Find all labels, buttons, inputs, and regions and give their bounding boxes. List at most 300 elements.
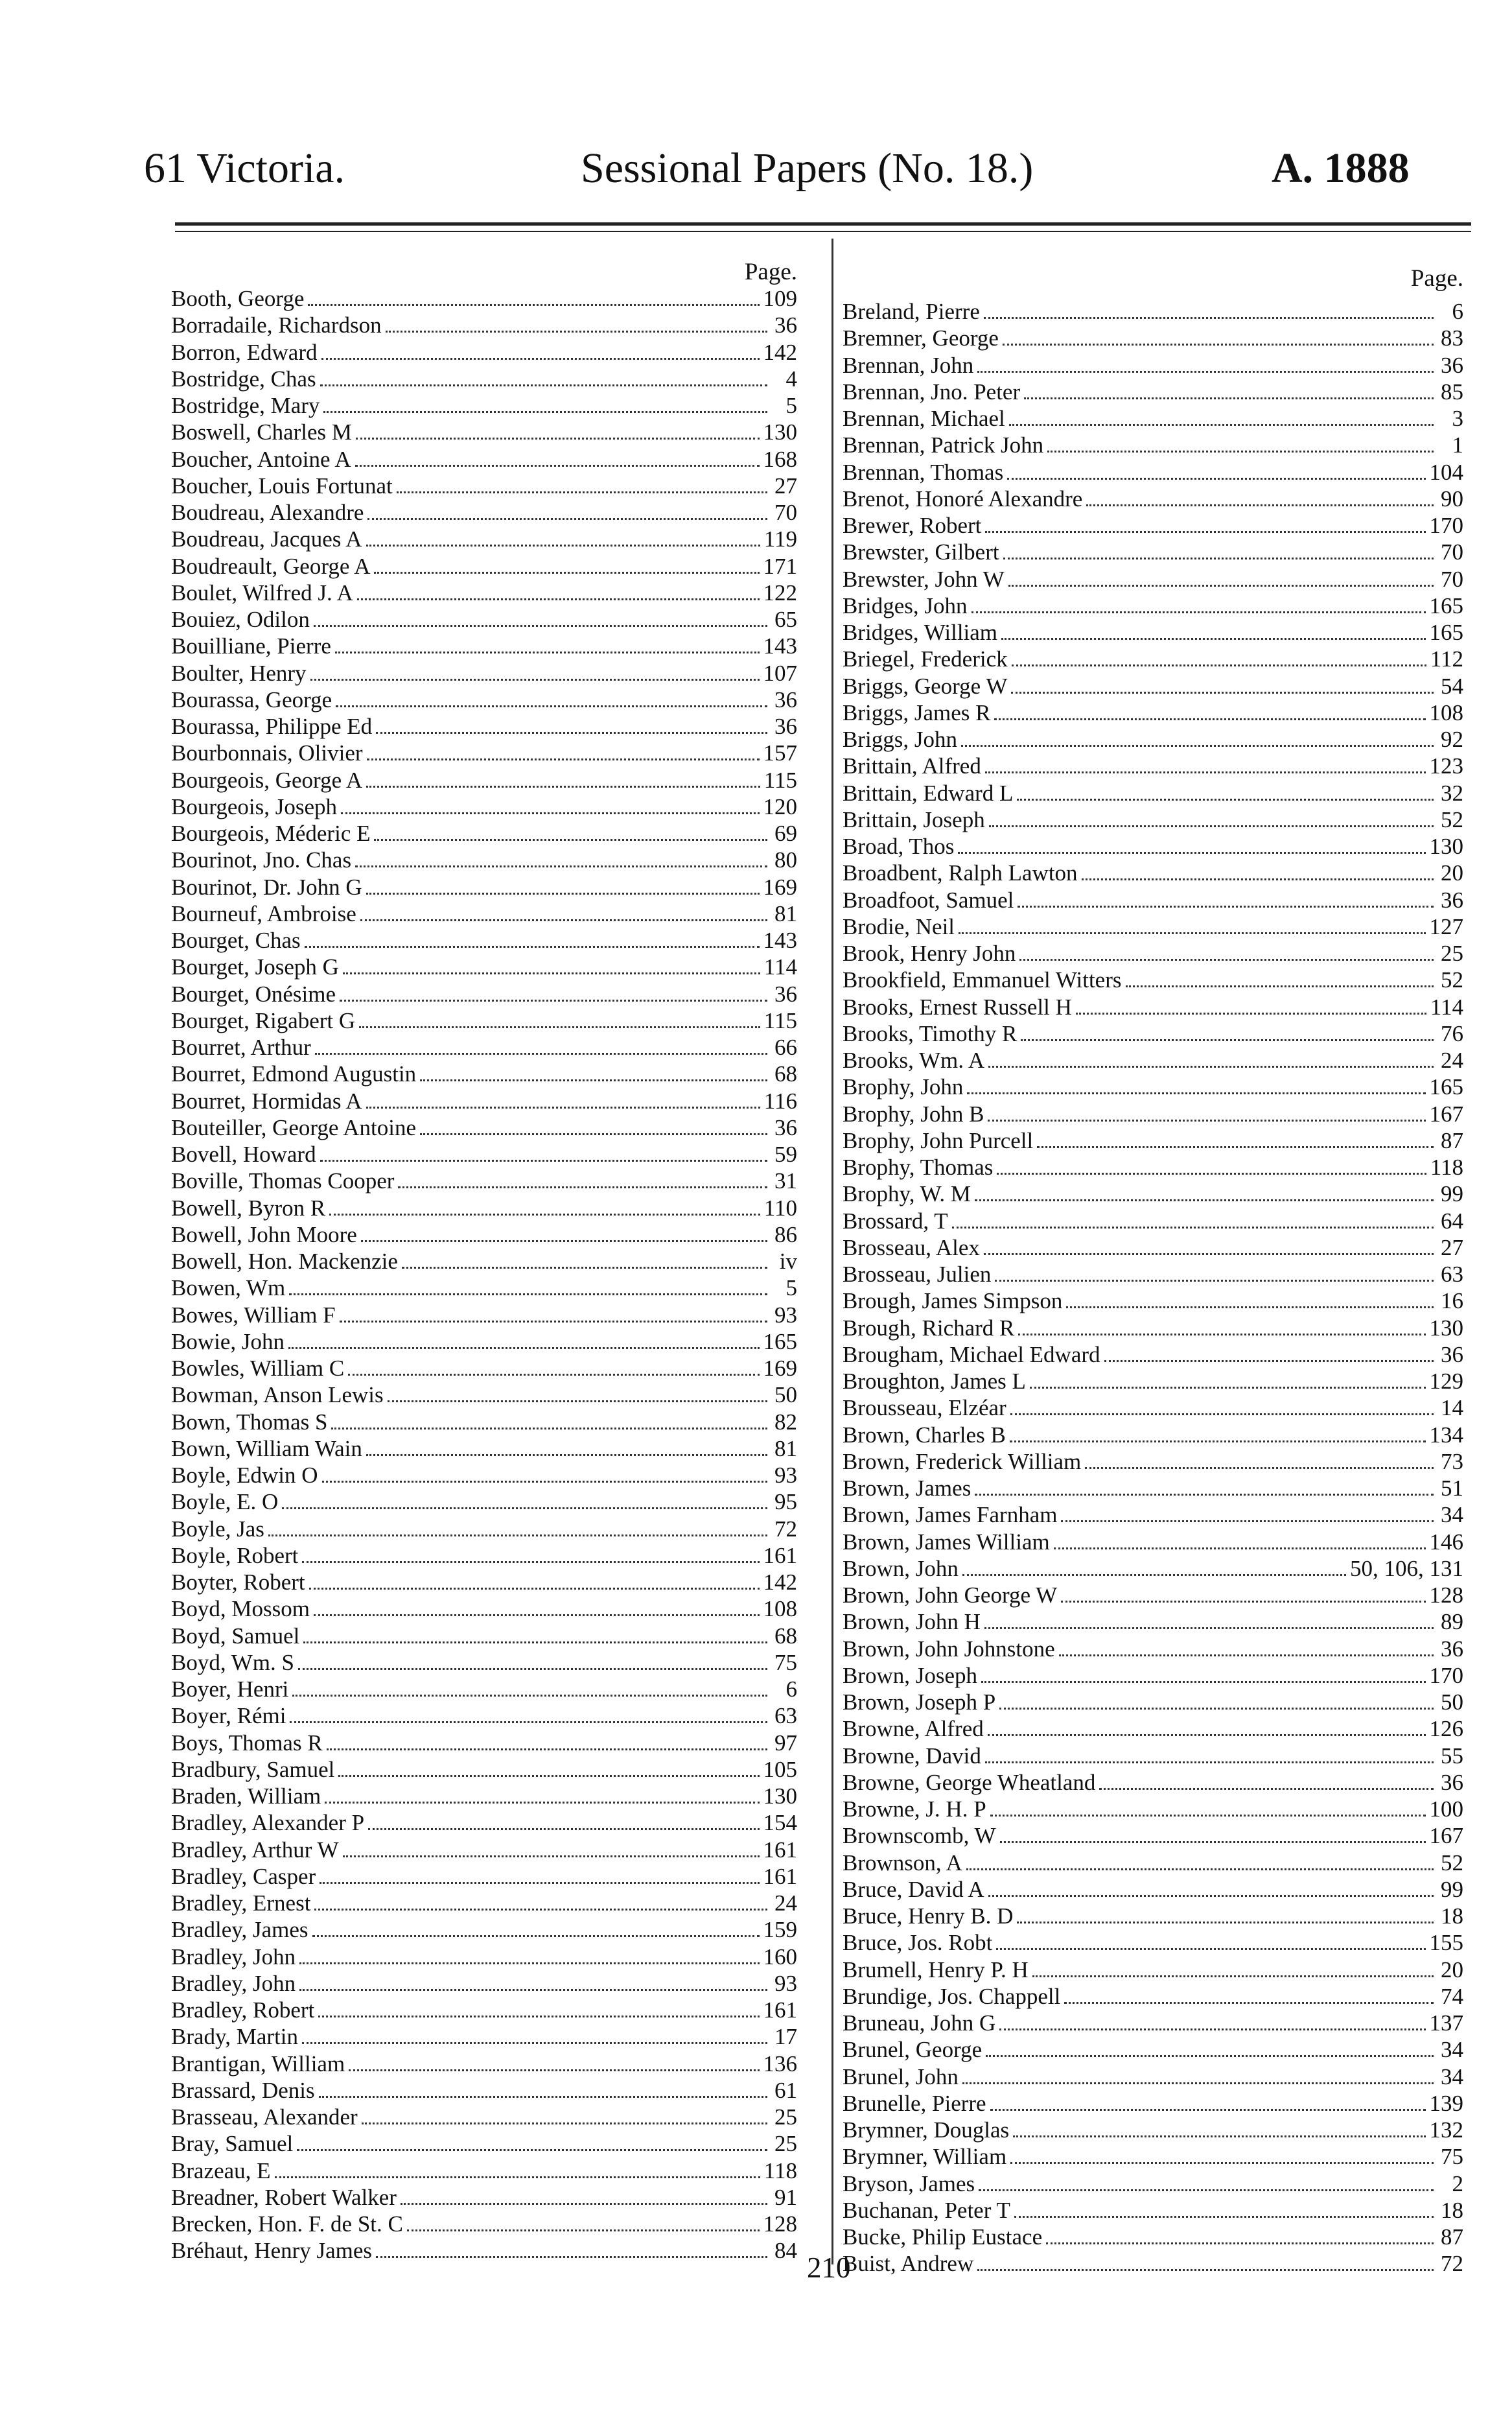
entry-name: Borron, Edward <box>171 339 318 365</box>
entry-name: Brewer, Robert <box>843 513 982 538</box>
entry-name: Briegel, Frederick <box>843 646 1008 672</box>
index-entry <box>171 1623 797 1649</box>
dot-leader <box>320 1160 767 1162</box>
dot-leader <box>986 2055 1434 2057</box>
index-entry <box>171 740 797 766</box>
dot-leader <box>388 1400 767 1402</box>
dot-leader <box>367 758 760 760</box>
entry-page: 161 <box>763 1863 797 1889</box>
entry-page: 54 <box>1441 673 1463 699</box>
entry-page: 132 <box>1429 2117 1463 2143</box>
index-entry <box>171 1141 797 1168</box>
dot-leader <box>299 1962 759 1964</box>
entry-name: Bourget, Joseph G <box>171 954 339 980</box>
entry-page: 14 <box>1441 1395 1463 1421</box>
index-entry <box>843 1287 1463 1314</box>
dot-leader <box>323 411 767 413</box>
entry-name: Breland, Pierre <box>843 299 980 324</box>
dot-leader <box>299 1989 767 1991</box>
dot-leader <box>366 893 760 895</box>
entry-name: Brough, Richard R <box>843 1315 1015 1341</box>
dot-leader <box>1061 1520 1434 1522</box>
dot-leader <box>1000 1841 1426 1843</box>
dot-leader <box>988 1895 1434 1897</box>
index-entry <box>171 1809 797 1836</box>
index-entry <box>843 913 1463 940</box>
entry-name: Brown, John George W <box>843 1582 1058 1608</box>
entry-page: 115 <box>763 1007 797 1033</box>
index-entry <box>171 1435 797 1462</box>
entry-name: Bourret, Edmond Augustin <box>171 1061 417 1087</box>
entry-page: 50 <box>774 1382 797 1408</box>
entry-page: 128 <box>763 2211 797 2237</box>
dot-leader <box>1003 558 1434 559</box>
dot-leader <box>996 1948 1425 1950</box>
entry-page: 114 <box>1430 994 1463 1020</box>
entry-name: Bourget, Rigabert G <box>171 1007 356 1033</box>
index-entry <box>843 1315 1463 1341</box>
entry-name: Bouiez, Odilon <box>171 607 310 632</box>
dot-leader <box>322 1481 767 1483</box>
entry-page: 160 <box>763 1944 797 1969</box>
index-entry <box>843 2250 1463 2277</box>
entry-name: Bowell, Byron R <box>171 1195 326 1221</box>
index-entry <box>171 2157 797 2184</box>
entry-page: 171 <box>763 553 797 579</box>
entry-page: 73 <box>1441 1448 1463 1474</box>
dot-leader <box>1008 585 1434 587</box>
dot-leader <box>958 852 1425 854</box>
index-entry <box>843 566 1463 593</box>
index-entry <box>843 780 1463 806</box>
dot-leader <box>275 2176 760 2178</box>
dot-leader <box>1061 1601 1425 1603</box>
dot-leader <box>366 1107 760 1109</box>
entry-name: Bruce, Henry B. D <box>843 1903 1014 1929</box>
dot-leader <box>985 1761 1434 1763</box>
dot-leader <box>297 2149 767 2151</box>
index-entry <box>843 1020 1463 1047</box>
entry-page: 167 <box>1429 1101 1463 1127</box>
index-entry <box>843 967 1463 993</box>
entry-page: 155 <box>1429 1930 1463 1956</box>
entry-name: Bruce, David A <box>843 1876 984 1902</box>
index-entry <box>843 1608 1463 1635</box>
index-entry <box>843 1689 1463 1715</box>
entry-name: Brossard, T <box>843 1208 948 1234</box>
entry-page: 170 <box>1429 513 1463 538</box>
entry-name: Buist, Andrew <box>843 2251 974 2277</box>
entry-page: 1 <box>1452 432 1463 458</box>
column-divider <box>832 239 833 2264</box>
entry-name: Boys, Thomas R <box>171 1730 323 1756</box>
dot-leader <box>1014 2216 1434 2218</box>
entry-name: Brown, John H <box>843 1609 981 1635</box>
entry-page: 105 <box>763 1756 797 1782</box>
entry-name: Brousseau, Elzéar <box>843 1395 1006 1421</box>
index-entry <box>843 1796 1463 1822</box>
dot-leader <box>984 1253 1434 1255</box>
dot-leader <box>327 1748 767 1750</box>
dot-leader <box>360 919 767 921</box>
dot-leader <box>335 652 760 653</box>
dot-leader <box>1001 638 1425 640</box>
entry-page: 134 <box>1429 1422 1463 1448</box>
dot-leader <box>984 1627 1434 1629</box>
entry-page: 99 <box>1441 1181 1463 1207</box>
dot-leader <box>988 1066 1434 1068</box>
entry-page: 27 <box>774 473 797 499</box>
index-entry <box>171 339 797 366</box>
index-entry <box>843 1154 1463 1181</box>
entry-name: Buchanan, Peter T <box>843 2197 1010 2223</box>
index-entry <box>171 1195 797 1221</box>
entry-page: 109 <box>763 286 797 311</box>
index-entry <box>843 1636 1463 1662</box>
dot-leader <box>420 1133 767 1135</box>
entry-name: Bowen, Wm <box>171 1275 286 1301</box>
entry-page: 110 <box>763 1195 797 1221</box>
dot-leader <box>367 518 767 520</box>
dot-leader <box>1082 878 1434 880</box>
entry-page: 93 <box>774 1302 797 1328</box>
index-entry <box>171 794 797 820</box>
entry-page: 119 <box>763 526 797 552</box>
dot-leader <box>298 1668 767 1670</box>
dot-leader <box>321 358 760 360</box>
entry-page: 108 <box>1429 700 1463 725</box>
entry-name: Broadbent, Ralph Lawton <box>843 860 1078 886</box>
dot-leader <box>374 839 767 841</box>
index-entry <box>843 1769 1463 1796</box>
index-entry <box>843 1929 1463 1956</box>
dot-leader <box>310 679 760 681</box>
dot-leader <box>309 1588 760 1590</box>
entry-page: 75 <box>774 1649 797 1675</box>
entry-page: 59 <box>774 1142 797 1167</box>
entry-page: 154 <box>763 1810 797 1836</box>
entry-name: Brown, John Johnstone <box>843 1636 1055 1662</box>
entry-name: Boville, Thomas Cooper <box>171 1168 395 1194</box>
index-entry <box>171 2237 797 2264</box>
dot-leader <box>1066 1306 1434 1308</box>
entry-page: 70 <box>774 500 797 525</box>
entry-name: Brophy, Thomas <box>843 1155 994 1180</box>
entry-page: 118 <box>763 2157 797 2183</box>
entry-page: 115 <box>763 767 797 793</box>
entry-name: Briggs, George W <box>843 673 1008 699</box>
entry-name: Bryson, James <box>843 2170 975 2196</box>
entry-page: 74 <box>1441 1983 1463 2009</box>
index-entry <box>843 2063 1463 2090</box>
entry-name: Bradbury, Samuel <box>171 1756 335 1782</box>
dot-leader <box>320 384 767 386</box>
entry-name: Brennan, Thomas <box>843 459 1004 485</box>
entry-page: 52 <box>1441 967 1463 993</box>
entry-name: Bruneau, John G <box>843 2010 996 2036</box>
dot-leader <box>1030 1387 1426 1389</box>
entry-name: Brymner, Douglas <box>843 2117 1010 2143</box>
index-entry <box>843 1876 1463 1903</box>
entry-name: Boucher, Louis Fortunat <box>171 473 393 499</box>
entry-name: Bowles, William C <box>171 1356 345 1381</box>
entry-page: 36 <box>1441 1341 1463 1367</box>
entry-page: 97 <box>774 1730 797 1756</box>
dot-leader <box>999 1708 1434 1710</box>
entry-page: 130 <box>1429 1315 1463 1341</box>
header-volume: 61 Victoria. <box>144 145 345 192</box>
entry-page: 85 <box>1441 379 1463 405</box>
entry-name: Bourget, Onésime <box>171 981 336 1007</box>
index-entry <box>843 1181 1463 1207</box>
entry-name: Brunelle, Pierre <box>843 2090 986 2116</box>
entry-name: Borradaile, Richardson <box>171 312 382 338</box>
entry-page: 143 <box>763 633 797 659</box>
entry-page: 61 <box>774 2077 797 2103</box>
entry-page: 83 <box>1441 325 1463 351</box>
index-entry <box>843 2117 1463 2143</box>
index-entry <box>171 927 797 954</box>
entry-page: 108 <box>763 1596 797 1622</box>
entry-name: Brasseau, Alexander <box>171 2104 358 2130</box>
entry-name: Bradley, Alexander P <box>171 1810 365 1836</box>
dot-leader <box>314 625 767 627</box>
index-entry <box>171 2077 797 2104</box>
entry-page: 6 <box>1452 299 1463 324</box>
index-entry <box>171 499 797 526</box>
index-entry <box>171 900 797 927</box>
index-entry <box>171 473 797 499</box>
entry-name: Brewster, John W <box>843 566 1005 592</box>
entry-name: Boyter, Robert <box>171 1570 305 1595</box>
index-entry <box>843 379 1463 405</box>
entry-name: Brenot, Honoré Alexandre <box>843 486 1083 511</box>
entry-name: Brown, James William <box>843 1529 1050 1555</box>
index-entry <box>171 366 797 392</box>
entry-page: 99 <box>1441 1876 1463 1902</box>
index-entry <box>843 432 1463 458</box>
entry-page: 165 <box>763 1328 797 1354</box>
header-year: A. 1888 <box>1272 145 1410 192</box>
index-entry <box>843 1529 1463 1555</box>
entry-page: 36 <box>774 714 797 739</box>
dot-leader <box>1010 2162 1434 2164</box>
index-entry <box>843 1850 1463 1876</box>
entry-page: 3 <box>1452 406 1463 431</box>
entry-page: 52 <box>1441 806 1463 832</box>
index-entry <box>171 1409 797 1435</box>
index-entry <box>171 1702 797 1729</box>
index-entry <box>843 486 1463 512</box>
entry-name: Bourret, Arthur <box>171 1035 311 1060</box>
index-entry <box>171 1088 797 1114</box>
entry-name: Brownson, A <box>843 1850 962 1875</box>
index-entry <box>171 1007 797 1034</box>
dot-leader <box>305 946 760 948</box>
index-entry <box>171 2104 797 2130</box>
index-entry <box>843 1715 1463 1742</box>
entry-page: 76 <box>1441 1020 1463 1046</box>
entry-name: Bourassa, George <box>171 687 332 712</box>
index-entry <box>843 2143 1463 2170</box>
dot-leader <box>1086 504 1434 506</box>
entry-name: Brownscomb, W <box>843 1823 996 1849</box>
entry-page: 24 <box>1441 1048 1463 1073</box>
entry-page: 34 <box>1441 2063 1463 2089</box>
dot-leader <box>1009 424 1434 426</box>
entry-page: iv <box>779 1249 797 1274</box>
entry-page: 146 <box>1429 1529 1463 1555</box>
entry-name: Bowell, John Moore <box>171 1221 357 1247</box>
entry-name: Briggs, James R <box>843 700 991 725</box>
dot-leader <box>967 1092 1425 1094</box>
entry-page: 143 <box>763 928 797 953</box>
index-entry <box>171 1275 797 1301</box>
dot-leader <box>325 1802 759 1804</box>
entry-page: 165 <box>1429 593 1463 618</box>
dot-leader <box>966 1868 1434 1870</box>
entry-page: 167 <box>1429 1823 1463 1849</box>
entry-name: Brough, James Simpson <box>843 1288 1063 1314</box>
index-entry <box>843 1662 1463 1689</box>
index-entry <box>171 526 797 552</box>
entry-page: 25 <box>1441 941 1463 966</box>
index-entry <box>171 954 797 980</box>
dot-leader <box>366 545 760 547</box>
dot-leader <box>975 1494 1434 1496</box>
entry-page: 82 <box>774 1409 797 1435</box>
dot-leader <box>1024 397 1434 399</box>
entry-page: 36 <box>1441 1769 1463 1795</box>
dot-leader <box>971 611 1426 613</box>
dot-leader <box>340 1000 767 1002</box>
entry-page: 65 <box>774 607 797 632</box>
dot-leader <box>308 304 759 306</box>
left-index-list <box>171 285 797 2264</box>
entry-name: Bruce, Jos. Robt <box>843 1930 993 1956</box>
dot-leader <box>988 1120 1425 1122</box>
dot-leader <box>319 2096 767 2098</box>
entry-page: 130 <box>763 1783 797 1809</box>
dot-leader <box>376 732 767 734</box>
index-entry <box>843 940 1463 967</box>
index-entry <box>843 860 1463 886</box>
entry-page: 128 <box>1429 1582 1463 1608</box>
index-entry <box>171 312 797 338</box>
entry-name: Bourgeois, Méderic E <box>171 821 371 846</box>
index-entry <box>843 1903 1463 1929</box>
entry-page: 90 <box>1441 486 1463 511</box>
dot-leader <box>329 1214 760 1216</box>
index-entry <box>843 833 1463 860</box>
dot-leader <box>312 1935 760 1937</box>
entry-name: Brosseau, Julien <box>843 1262 992 1287</box>
dot-leader <box>1012 664 1426 666</box>
index-entry <box>171 553 797 580</box>
index-entry <box>843 1957 1463 1983</box>
dot-leader <box>282 1507 767 1509</box>
entry-name: Brosseau, Alex <box>843 1234 980 1260</box>
entry-name: Boudreau, Alexandre <box>171 500 364 525</box>
entry-name: Bucke, Philip Eustace <box>843 2224 1043 2250</box>
entry-page: 91 <box>774 2184 797 2210</box>
dot-leader <box>962 1574 1346 1576</box>
index-entry <box>843 1127 1463 1154</box>
entry-page: 136 <box>763 2051 797 2076</box>
entry-page: 16 <box>1441 1288 1463 1314</box>
entry-page: 34 <box>1441 1502 1463 1528</box>
dot-leader <box>1076 1013 1426 1015</box>
entry-name: Bouilliane, Pierre <box>171 633 331 659</box>
entry-name: Bridges, John <box>843 593 968 618</box>
index-entry <box>171 1970 797 1997</box>
entry-name: Brophy, John Purcell <box>843 1127 1034 1153</box>
dot-leader <box>331 1428 767 1429</box>
dot-leader <box>356 438 759 440</box>
dot-leader <box>349 2069 759 2071</box>
index-entry <box>843 1368 1463 1394</box>
dot-leader <box>1017 799 1434 801</box>
dot-leader <box>959 932 1425 934</box>
dot-leader <box>1104 1360 1434 1362</box>
index-entry <box>171 981 797 1007</box>
entry-page: 170 <box>1429 1662 1463 1688</box>
entry-name: Boyd, Mossom <box>171 1596 310 1622</box>
index-entry <box>843 593 1463 619</box>
entry-name: Brown, Joseph P <box>843 1689 996 1715</box>
entry-name: Brantigan, William <box>171 2051 345 2076</box>
entry-name: Bradley, Ernest <box>171 1890 311 1916</box>
index-entry <box>171 1516 797 1542</box>
entry-page: 70 <box>1441 539 1463 565</box>
dot-leader <box>999 2028 1425 2030</box>
entry-name: Brophy, John <box>843 1074 964 1100</box>
index-entry <box>843 1261 1463 1287</box>
index-entry <box>171 606 797 633</box>
index-entry <box>843 726 1463 753</box>
index-entry <box>171 1542 797 1569</box>
dot-leader <box>1126 985 1434 987</box>
index-entry <box>843 298 1463 325</box>
dot-leader <box>1003 344 1434 346</box>
entry-page: 72 <box>774 1516 797 1542</box>
page-number: 210 <box>807 2252 851 2284</box>
dot-leader <box>315 1053 767 1055</box>
entry-name: Bostridge, Mary <box>171 393 320 418</box>
entry-page: 168 <box>763 446 797 472</box>
dot-leader <box>1021 1039 1434 1041</box>
entry-name: Bown, Thomas S <box>171 1409 328 1435</box>
entry-page: 87 <box>1441 2224 1463 2250</box>
dot-leader <box>1007 478 1425 480</box>
entry-page: 80 <box>774 847 797 873</box>
entry-name: Bouteiller, George Antoine <box>171 1114 417 1140</box>
index-entry <box>171 419 797 445</box>
dot-leader <box>995 1280 1434 1282</box>
index-entry <box>171 1890 797 1916</box>
entry-name: Bradley, James <box>171 1917 308 1943</box>
dot-leader <box>401 2203 767 2205</box>
entry-name: Brook, Henry John <box>843 941 1016 966</box>
index-entry <box>171 1595 797 1622</box>
entry-name: Bray, Samuel <box>171 2131 294 2157</box>
index-entry <box>171 2023 797 2050</box>
page-header <box>0 0 1512 214</box>
entry-page: 114 <box>763 954 797 980</box>
entry-name: Boucher, Antoine A <box>171 446 351 472</box>
entry-page: 68 <box>774 1623 797 1649</box>
dot-leader <box>386 331 767 333</box>
